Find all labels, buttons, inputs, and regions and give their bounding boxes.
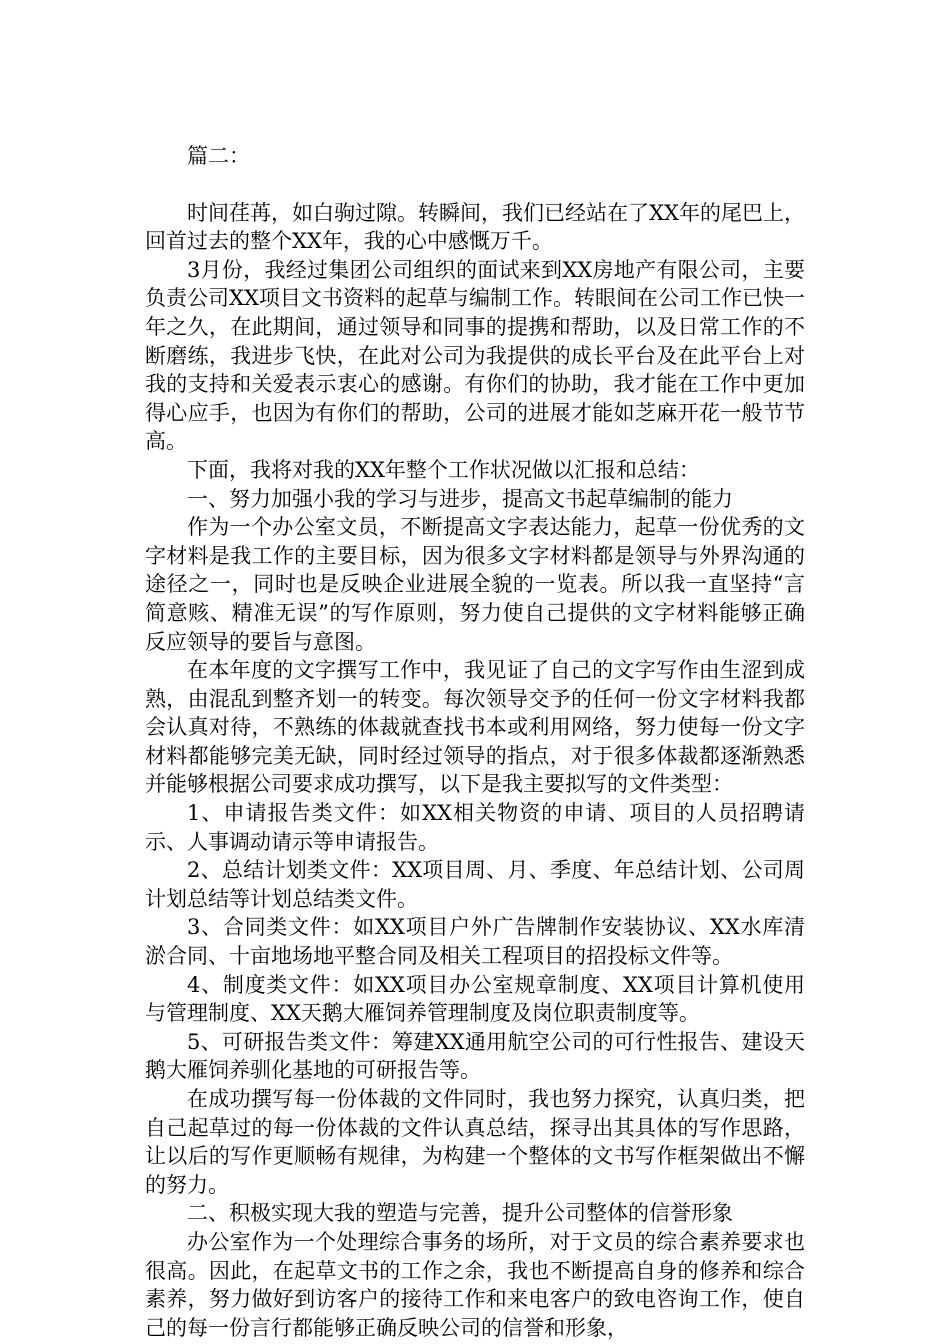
paragraph-summary-lead: 下面，我将对我的XX年整个工作状况做以汇报和总结： [187, 457, 700, 482]
subheading-1: 一、努力加强小我的学习与进步，提高文书起草编制的能力 [187, 486, 733, 511]
paragraph-writing-growth: 在本年度的文字撰写工作中，我见证了自己的文字写作由生涩到成熟，由混乱到整齐划一的转变。每次领导交予的任何一份文字材料我都会认真对待，不熟练的体裁就查找书本或利用网络，努力使每一份文字材料都能够完美无缺，同时经过领导的指点，对于很多体裁都逐渐熟悉并能够根据公司要求成功撰写，以下是我主要拟写的文件类型： [145, 658, 805, 797]
paragraph-background: 3月份，我经过集团公司组织的面试来到XX房地产有限公司，主要负责公司XX项目文书资料的起草与编制工作。转眼间在公司工作已快一年之久，在此期间，通过领导和同事的提携和帮助，以及日常工作的不断磨练，我进步飞快，在此对公司为我提供的成长平台及在此平台上对我的支持和关爱表示衷心的感谢。有你们的协助，我才能在工作中更加得心应手，也因为有你们的帮助，公司的进展才能如芝麻开花一般节节高。 [145, 257, 805, 454]
subheading-2: 二、积极实现大我的塑造与完善，提升公司整体的信誉形象 [187, 1201, 733, 1226]
section-heading: 篇二： [187, 144, 250, 168]
list-item-2: 2、总结计划类文件：XX项目周、月、季度、年总结计划、公司周计划总结等计划总结类文件。 [145, 858, 805, 911]
list-item-3: 3、合同类文件：如XX项目户外广告牌制作安装协议、XX水库清淤合同、十亩地场地平整合同及相关工程项目的招投标文件等。 [145, 915, 805, 969]
list-item-4: 4、制度类文件：如XX项目办公室规章制度、XX项目计算机使用与管理制度、XX天鹅大雁饲养管理制度及岗位职责制度等。 [145, 972, 805, 1026]
document-body [145, 142, 805, 1342]
list-item-5: 5、可研报告类文件：筹建XX通用航空公司的可行性报告、建设天鹅大雁饲养驯化基地的可研报告等。 [145, 1029, 805, 1083]
paragraph-writing-goal: 作为一个办公室文员，不断提高文字表达能力，起草一份优秀的文字材料是我工作的主要目标，因为很多文字材料都是领导与外界沟通的途径之一，同时也是反映企业进展全貌的一览表。所以我一直坚持“言简意赅、精准无误”的写作原则，努力使自己提供的文字材料能够正确反应领导的要旨与意图。 [145, 515, 805, 654]
paragraph-office-role: 办公室作为一个处理综合事务的场所，对于文员的综合素养要求也很高。因此，在起草文书的工作之余，我也不断提高自身的修养和综合素养，努力做好到访客户的接待工作和来电客户的致电咨询工作，使自己的每一份言行都能够正确反映公司的信誉和形象， [145, 1229, 805, 1340]
paragraph-framework: 在成功撰写每一份体裁的文件同时，我也努力探究，认真归类，把自己起草过的每一份体裁的文件认真总结，探寻出其具体的写作思路，让以后的写作更顺畅有规律，为构建一个整体的文书写作框架做出不懈的努力。 [145, 1087, 805, 1197]
list-item-1: 1、申请报告类文件：如XX相关物资的申请、项目的人员招聘请示、人事调动请示等申请报告。 [145, 801, 805, 854]
paragraph-intro: 时间荏苒，如白驹过隙。转瞬间，我们已经站在了XX年的尾巴上，回首过去的整个XX年，我的心中感慨万千。 [145, 200, 805, 254]
